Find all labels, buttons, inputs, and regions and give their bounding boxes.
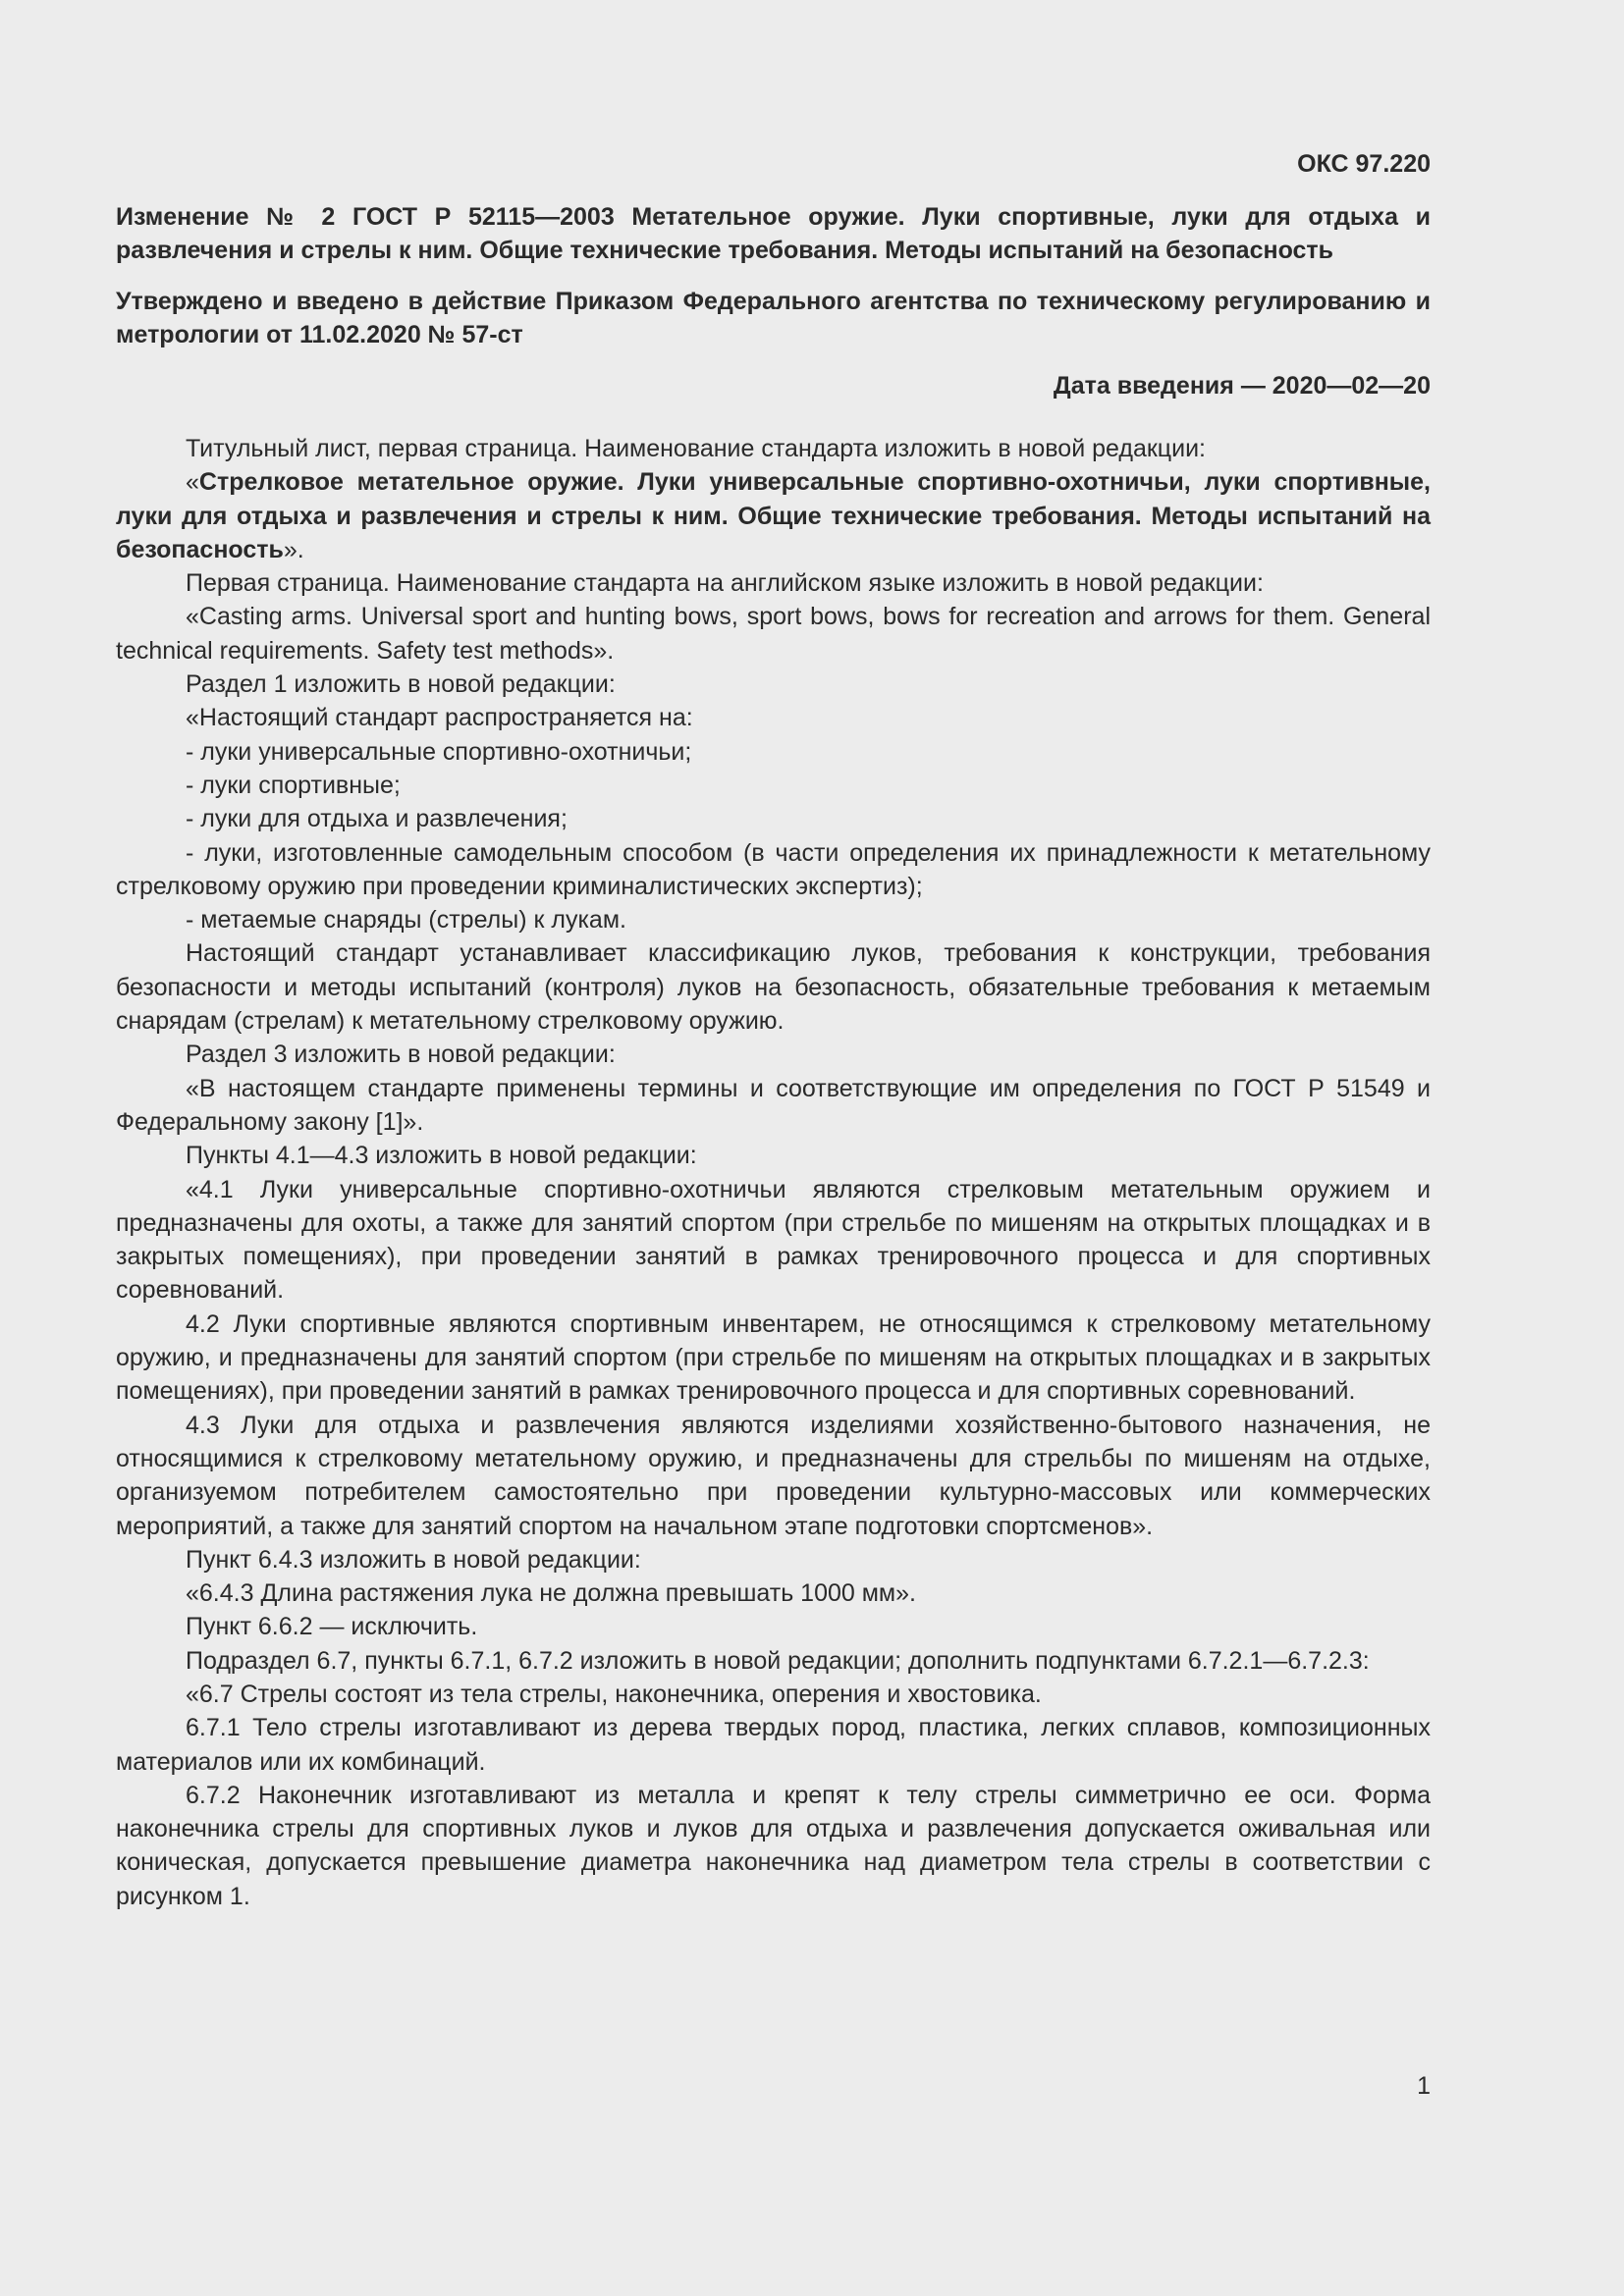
- list-item: - луки спортивные;: [186, 771, 401, 799]
- paragraph-standard-name-ru: «Стрелковое метательное оружие. Луки универсальные спортивно-охотничьи, луки спортивные, луки для отдыха и развлечения и стрелы к ним. Общие технические требования. Методы испытаний на безопасность».: [116, 468, 1431, 563]
- paragraph: Пункт 6.4.3 изложить в новой редакции:: [186, 1545, 641, 1574]
- paragraph: «4.1 Луки универсальные спортивно-охотничьи являются стрелковым метательным оружием и предназначены для охоты, а также для занятий спортом (при стрельбе по мишеням на открытых площадках и в закрытых помещениях), при проведении занятий в рамках тренировочного процесса и для спортивных соревнований.: [116, 1175, 1431, 1305]
- paragraph: Настоящий стандарт устанавливает классификацию луков, требования к конструкции, требования безопасности и методы испытаний (контроля) луков на безопасность, обязательные требования к метаемым снарядам (стрелам) к метательному стрелковому оружию.: [116, 939, 1431, 1036]
- list-item: - луки универсальные спортивно-охотничьи;: [186, 737, 692, 766]
- classification-code: ОКС 97.220: [1297, 150, 1431, 178]
- paragraph: Раздел 1 изложить в новой редакции:: [186, 670, 616, 699]
- paragraph: Раздел 3 изложить в новой редакции:: [186, 1041, 616, 1069]
- amendment-title: Изменение № 2 ГОСТ Р 52115—2003 Метательное оружие. Луки спортивные, луки для отдыха и развлечения и стрелы к ним. Общие технические требования. Методы испытаний на безопасность: [116, 203, 1431, 264]
- paragraph: Подраздел 6.7, пункты 6.7.1, 6.7.2 изложить в новой редакции; дополнить подпунктами 6.7.2.1—6.7.2.3:: [186, 1646, 1370, 1675]
- approval-statement: Утверждено и введено в действие Приказом Федерального агентства по техническому регулированию и метрологии от 11.02.2020 № 57-ст: [116, 288, 1431, 348]
- document-page: [116, 147, 1431, 1913]
- paragraph: Пункты 4.1—4.3 изложить в новой редакции:: [186, 1142, 697, 1170]
- document-body: [116, 432, 1431, 1913]
- paragraph: «6.7 Стрелы состоят из тела стрелы, наконечника, оперения и хвостовика.: [186, 1680, 1042, 1708]
- paragraph: Пункт 6.6.2 — исключить.: [186, 1613, 478, 1641]
- list-item: - луки, изготовленные самодельным способом (в части определения их принадлежности к метательному стрелковому оружию при проведении криминалистических экспертиз);: [116, 838, 1431, 900]
- paragraph: «В настоящем стандарте применены термины и соответствующие им определения по ГОСТ Р 51549 и Федеральному закону [1]».: [116, 1074, 1431, 1136]
- paragraph: 4.2 Луки спортивные являются спортивным инвентарем, не относящимся к стрелковому метательному оружию, и предназначены для занятий спортом (при стрельбе по мишеням на открытых площадках и в закрытых помещениях), при проведении занятий в рамках тренировочного процесса и для спортивных соревнований.: [116, 1309, 1431, 1406]
- effective-date: Дата введения — 2020—02—20: [1053, 372, 1431, 400]
- paragraph: «Настоящий стандарт распространяется на:: [186, 704, 693, 732]
- paragraph-standard-name-en: «Casting arms. Universal sport and hunting bows, sport bows, bows for recreation and arrows for them. General technical requirements. Safety test methods».: [116, 603, 1431, 665]
- list-item: - метаемые снаряды (стрелы) к лукам.: [186, 906, 626, 934]
- paragraph: 6.7.1 Тело стрелы изготавливают из дерева твердых пород, пластика, легких сплавов, композиционных материалов или их комбинаций.: [116, 1714, 1431, 1776]
- page-number: 1: [1417, 2072, 1431, 2100]
- paragraph: 4.3 Луки для отдыха и развлечения являются изделиями хозяйственно-бытового назначения, не относящимися к стрелковому метательному оружию, и предназначены для стрельбы по мишеням на отдыхе, организуемом потребителем самостоятельно при проведении культурно-массовых или коммерческих мероприятий, а также для занятий спортом на начальном этапе подготовки спортсменов».: [116, 1411, 1431, 1540]
- standard-name-bold: Стрелковое метательное оружие. Луки универсальные спортивно-охотничьи, луки спортивные, луки для отдыха и развлечения и стрелы к ним. Общие технические требования. Методы испытаний на безопасность: [116, 468, 1431, 563]
- paragraph: 6.7.2 Наконечник изготавливают из металла и крепят к телу стрелы симметрично ее оси. Форма наконечника стрелы для спортивных луков и луков для отдыха и развлечения допускается оживальная или коническая, допускается превышение диаметра наконечника над диаметром тела стрелы в соответствии с рисунком 1.: [116, 1781, 1431, 1910]
- list-item: - луки для отдыха и развлечения;: [186, 805, 568, 833]
- paragraph: Титульный лист, первая страница. Наименование стандарта изложить в новой редакции:: [186, 435, 1206, 462]
- paragraph: Первая страница. Наименование стандарта на английском языке изложить в новой редакции:: [186, 569, 1264, 598]
- paragraph: «6.4.3 Длина растяжения лука не должна превышать 1000 мм».: [186, 1579, 916, 1608]
